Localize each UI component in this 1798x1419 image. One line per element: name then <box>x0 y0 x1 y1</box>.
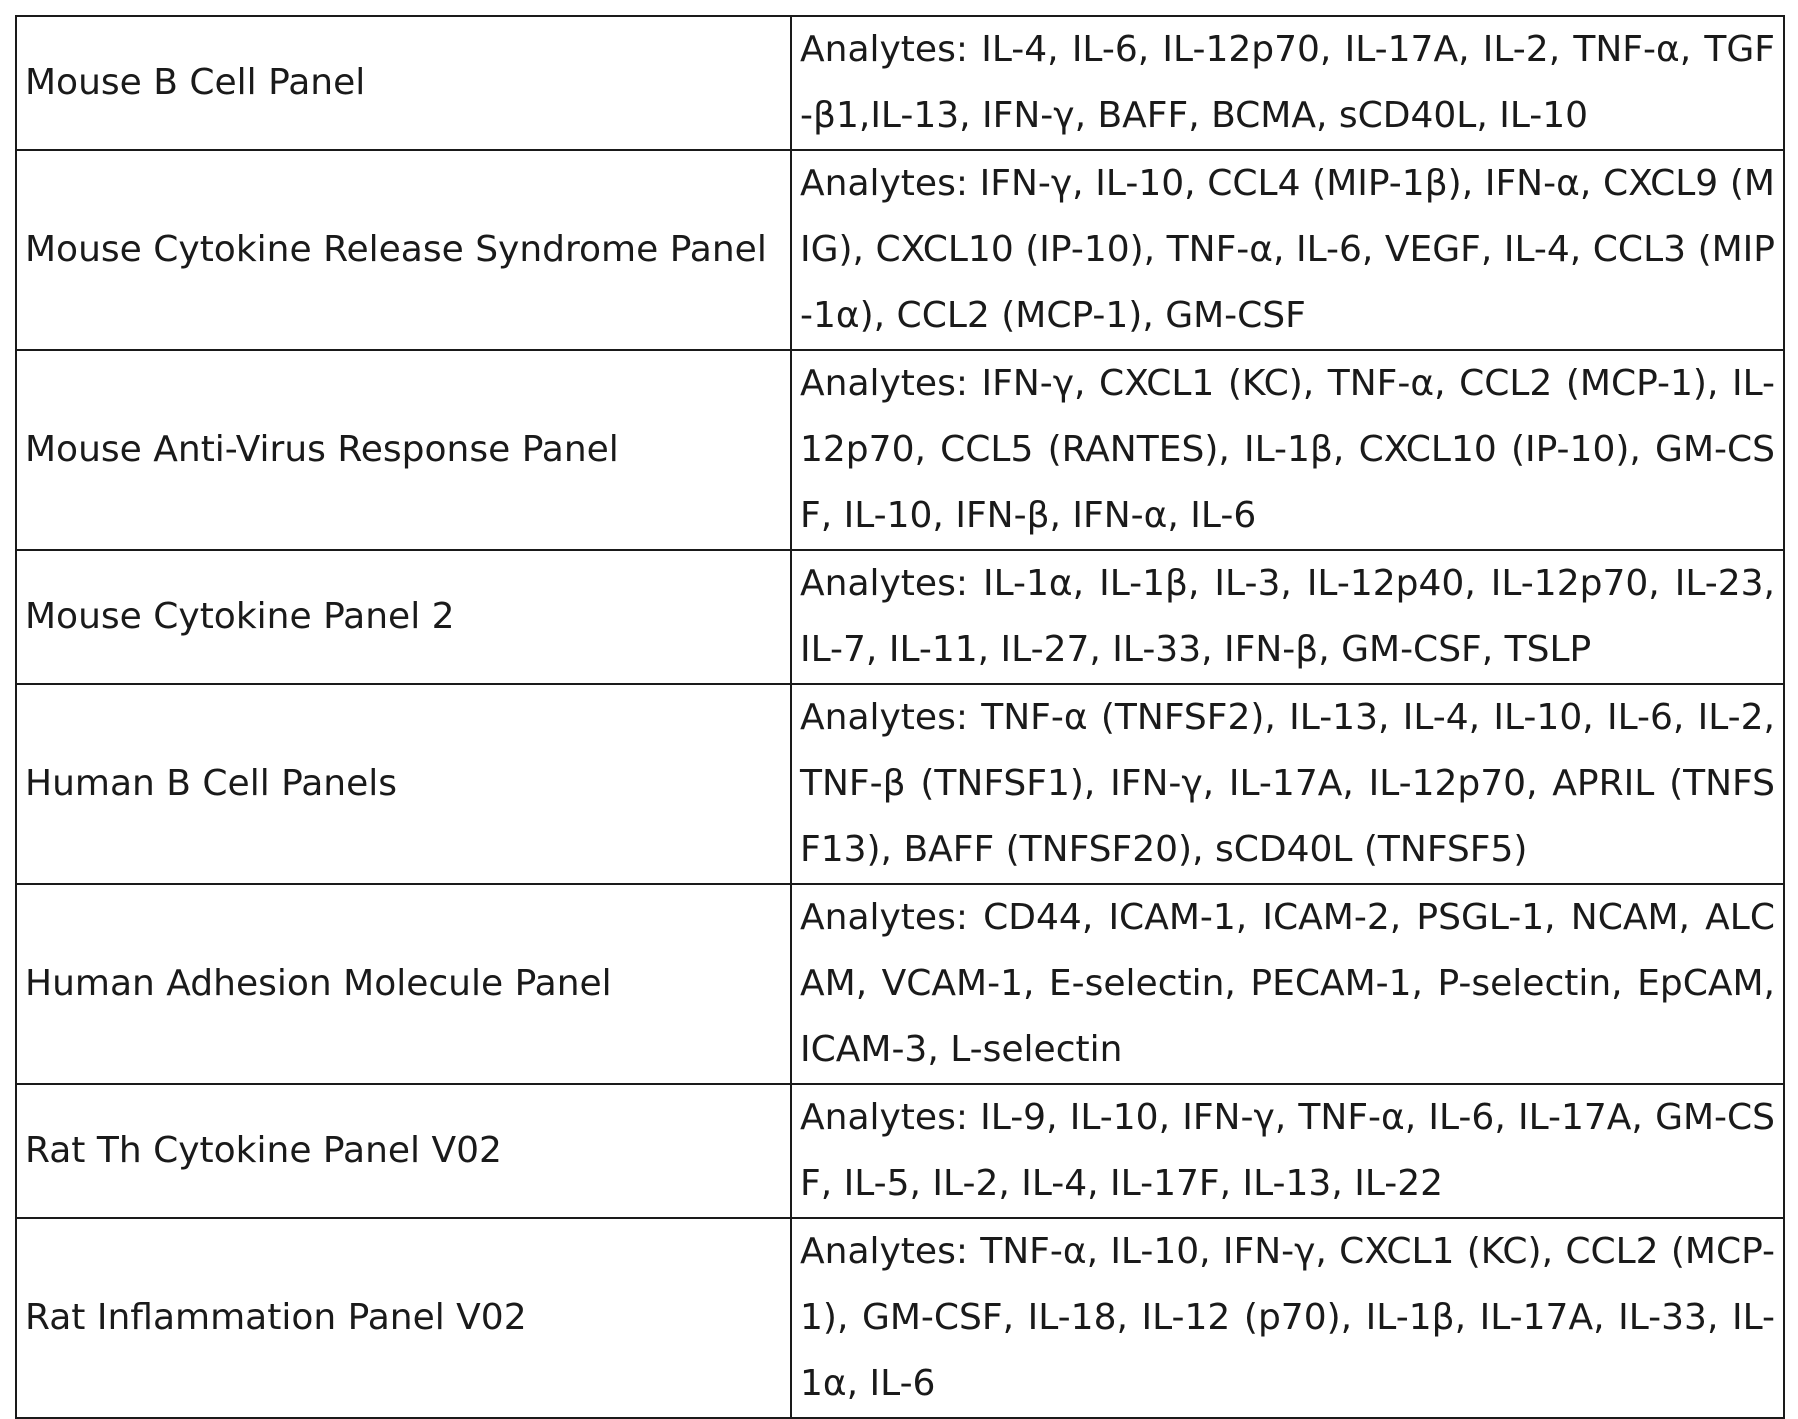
analytes-cell: Analytes: TNF-α, IL-10, IFN-γ, CXCL1 (KC), CCL2 (MCP-1), GM-CSF, IL-18, IL-12 (p70), IL-1β, IL-17A, IL-33, IL-1α, IL-6 <box>791 1218 1784 1418</box>
analytes-cell: Analytes: TNF-α (TNFSF2), IL-13, IL-4, IL-10, IL-6, IL-2, TNF-β (TNFSF1), IFN-γ, IL-17A, IL-12p70, APRIL (TNFSF13), BAFF (TNFSF20), sCD40L (TNFSF5) <box>791 684 1784 884</box>
table-row <box>16 1084 1784 1218</box>
analytes-cell: Analytes: IL-4, IL-6, IL-12p70, IL-17A, IL-2, TNF-α, TGF-β1,IL-13, IFN-γ, BAFF, BCMA, sCD40L, IL-10 <box>791 16 1784 150</box>
panel-name-cell: Rat Th Cytokine Panel V02 <box>16 1084 791 1218</box>
panel-name-cell: Human B Cell Panels <box>16 684 791 884</box>
panel-name-cell: Mouse B Cell Panel <box>16 16 791 150</box>
panel-name-cell: Mouse Cytokine Release Syndrome Panel <box>16 150 791 350</box>
analytes-cell: Analytes: IFN-γ, IL-10, CCL4 (MIP-1β), IFN-α, CXCL9 (MIG), CXCL10 (IP-10), TNF-α, IL-6, VEGF, IL-4, CCL3 (MIP-1α), CCL2 (MCP-1), GM-CSF <box>791 150 1784 350</box>
analytes-cell: Analytes: IL-1α, IL-1β, IL-3, IL-12p40, IL-12p70, IL-23, IL-7, IL-11, IL-27, IL-33, IFN-β, GM-CSF, TSLP <box>791 550 1784 684</box>
table-row <box>16 16 1784 150</box>
analytes-cell: Analytes: IFN-γ, CXCL1 (KC), TNF-α, CCL2 (MCP-1), IL-12p70, CCL5 (RANTES), IL-1β, CXCL10 (IP-10), GM-CSF, IL-10, IFN-β, IFN-α, IL-6 <box>791 350 1784 550</box>
panel-name-cell: Rat Inflammation Panel V02 <box>16 1218 791 1418</box>
table-row <box>16 350 1784 550</box>
analytes-cell: Analytes: CD44, ICAM-1, ICAM-2, PSGL-1, NCAM, ALCAM, VCAM-1, E-selectin, PECAM-1, P-selectin, EpCAM, ICAM-3, L-selectin <box>791 884 1784 1084</box>
table-row <box>16 684 1784 884</box>
panel-name-cell: Human Adhesion Molecule Panel <box>16 884 791 1084</box>
table-row <box>16 150 1784 350</box>
panel-name-cell: Mouse Cytokine Panel 2 <box>16 550 791 684</box>
panel-table <box>15 15 1785 1419</box>
panel-name-cell: Mouse Anti-Virus Response Panel <box>16 350 791 550</box>
table-row <box>16 1218 1784 1418</box>
analytes-cell: Analytes: IL-9, IL-10, IFN-γ, TNF-α, IL-6, IL-17A, GM-CSF, IL-5, IL-2, IL-4, IL-17F, IL-13, IL-22 <box>791 1084 1784 1218</box>
table-row <box>16 884 1784 1084</box>
table-row <box>16 550 1784 684</box>
